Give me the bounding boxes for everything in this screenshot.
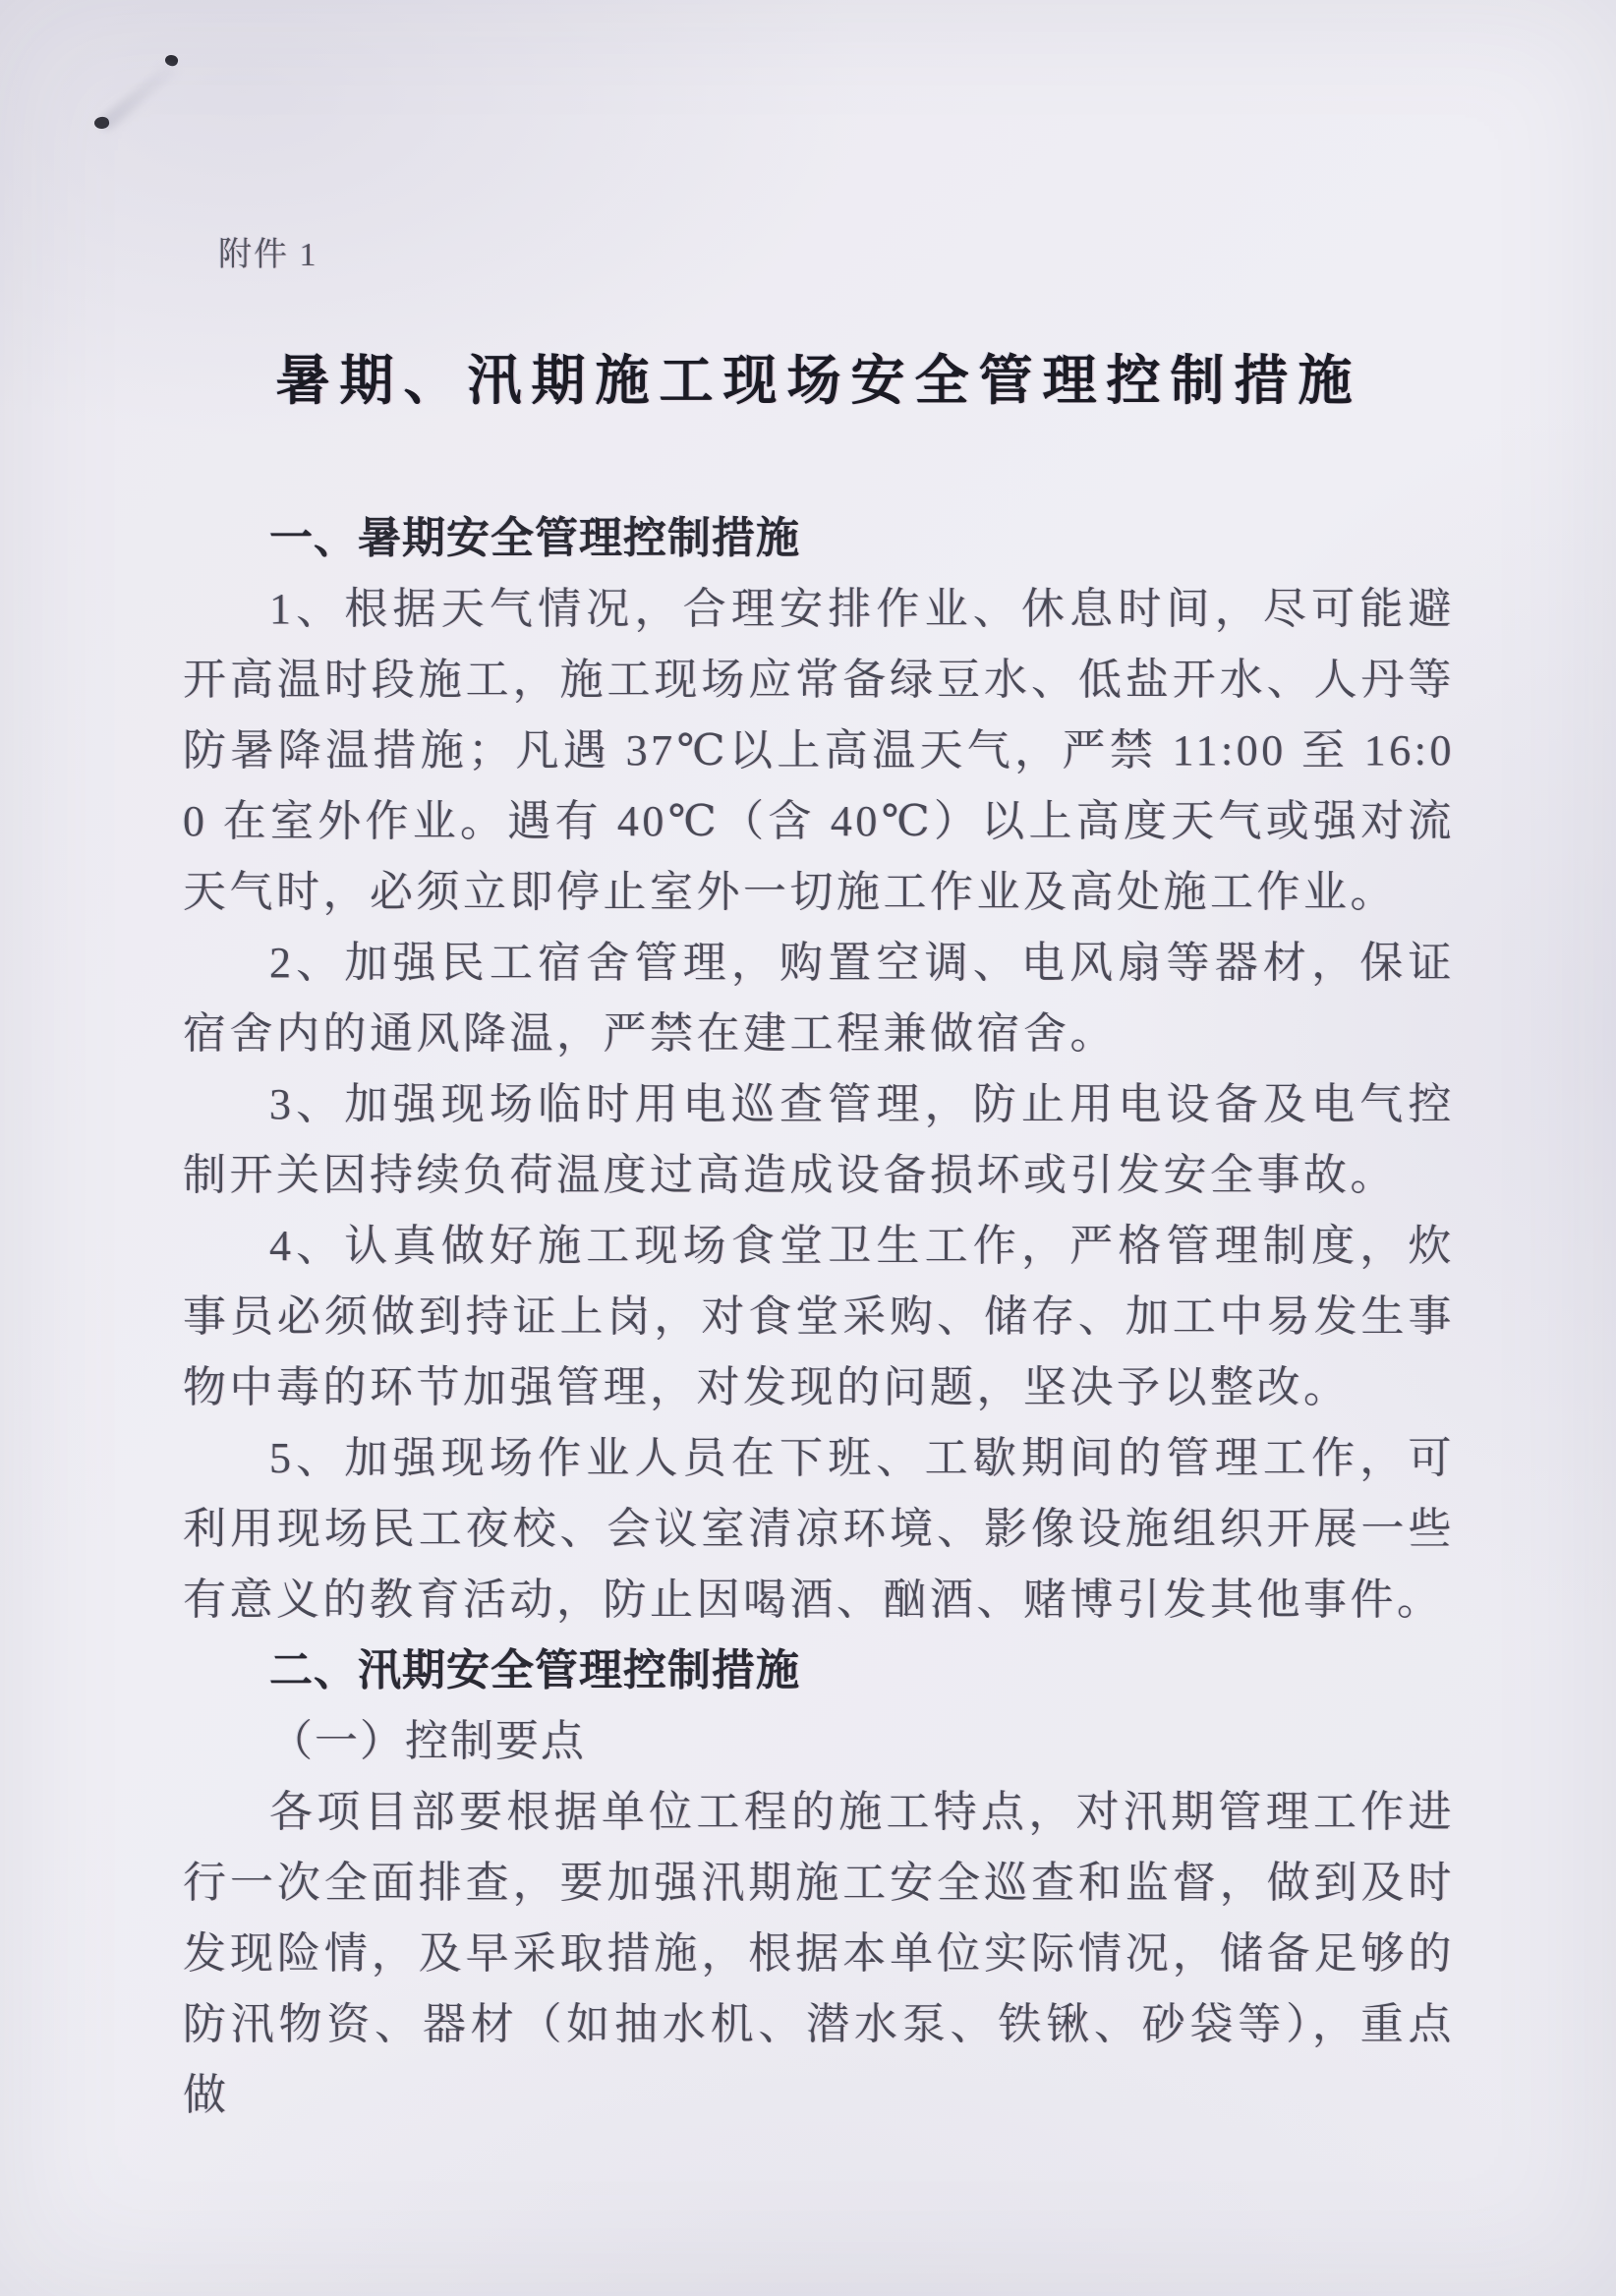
section-1-paragraph-5: 5、加强现场作业人员在下班、工歇期间的管理工作，可利用现场民工夜校、会议室清凉环境、影像设施组织开展一些有意义的教育活动，防止因喝酒、酗酒、赌博引发其他事件。 <box>183 1434 1455 1624</box>
section-2-paragraph-1: 各项目部要根据单位工程的施工特点，对汛期管理工作进行一次全面排查，要加强汛期施工安全巡查和监督，做到及时发现险情，及早采取措施，根据本单位实际情况，储备足够的防汛物资、器材（如抽水机、潜水泵、铁锹、砂袋等），重点做 <box>183 1788 1455 2119</box>
section-1-heading: 一、暑期安全管理控制措施 <box>269 514 800 562</box>
section-1-paragraph-4: 4、认真做好施工现场食堂卫生工作，严格管理制度，炊事员必须做到持证上岗，对食堂采购、储存、加工中易发生事物中毒的环节加强管理，对发现的问题，坚决予以整改。 <box>183 1222 1455 1411</box>
section-1-paragraph-2: 2、加强民工宿舍管理，购置空调、电风扇等器材，保证宿舍内的通风降温，严禁在建工程兼做宿舍。 <box>183 939 1455 1058</box>
attachment-label: 附件 1 <box>218 237 318 273</box>
section-2-heading: 二、汛期安全管理控制措施 <box>269 1646 800 1694</box>
document-title: 暑期、汛期施工现场安全管理控制措施 <box>275 351 1362 411</box>
section-1-paragraph-3: 3、加强现场临时用电巡查管理，防止用电设备及电气控制开关因持续负荷温度过高造成设备损坏或引发安全事故。 <box>183 1080 1455 1199</box>
section-2-subheading: （一）控制要点 <box>269 1717 586 1765</box>
section-1-paragraph-1: 1、根据天气情况，合理安排作业、休息时间，尽可能避开高温时段施工，施工现场应常备绿豆水、低盐开水、人丹等防暑降温措施；凡遇 37℃以上高温天气，严禁 11:00 至 16:00 在室外作业。遇有 40℃（含 40℃）以上高度天气或强对流天气时，必须立即停止室外一切施工作业及高处施工作业。 <box>183 585 1455 916</box>
